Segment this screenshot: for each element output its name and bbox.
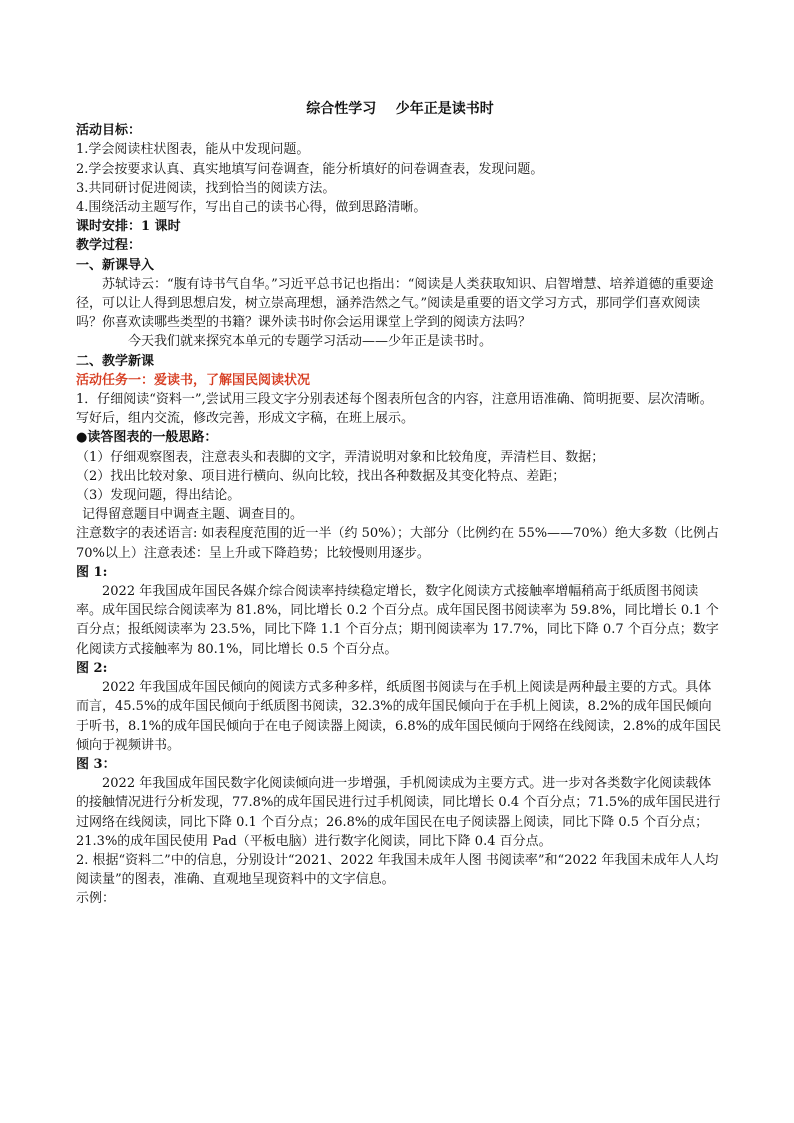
goal-item: 2.学会按要求认真、真实地填写问卷调查，能分析填好的问卷调查表，发现问题。 <box>76 161 544 177</box>
schedule-line <box>76 217 724 236</box>
title-main: 综合性学习 <box>306 101 377 117</box>
schedule-value: 1 课时 <box>141 219 181 235</box>
figure3-text: 2022 年我国成年国民数字化阅读倾向进一步增强，手机阅读成为主要方式。进一步对各类数字化阅读载体的接触情况进行分析发现，77.8%的成年国民进行过手机阅读，同比增长 0.4 个百分点；71.5%的成年国民进行过网络在线阅读，同比下降 0.1 个百分点；26.8%的成年国民在电子阅读器上阅读，同比下降 0.5 个百分点；21.3%的成年国民使用 Pad（平板电脑）进行数字化阅读，同比下降 0.4 百分点。 <box>76 776 721 849</box>
task-item-2: 2. 根据“资料二”中的信息，分别设计“2021、2022 年我国未成年人图 书阅读率”和“2022 年我国未成年人人均阅读量”的图表，准确、直观地呈现资料中的文字信息。 <box>76 852 719 888</box>
method-item: （2）找出比较对象、项目进行横向、纵向比较，找出各种数据及其变化特点、差距； <box>76 468 566 484</box>
section1-heading: 一、新课导入 <box>76 257 155 273</box>
method-item: （3）发现问题，得出结论。 <box>76 488 241 504</box>
figure2-label: 图 2: <box>76 660 108 676</box>
goal-item: 3.共同研讨促进阅读，找到恰当的阅读方法。 <box>76 180 336 196</box>
task-item-1: 1．仔细阅读“资料一”,尝试用三段文字分别表述每个图表所包含的内容，注意用语准确、简明扼要、层次清晰。写好后，组内交流，修改完善，形成文字稿，在班上展示。 <box>76 392 713 427</box>
intro-paragraph-2: 今天我们就来探究本单元的专题学习活动——少年正是读书时。 <box>128 334 493 350</box>
document-page <box>76 100 724 909</box>
schedule-label: 课时安排： <box>76 219 142 235</box>
goal-item: 4.围绕活动主题写作，写出自己的读书心得，做到思路清晰。 <box>76 200 427 216</box>
reminder-line: 记得留意题目中调查主题、调查目的。 <box>82 507 304 523</box>
number-expression-note: 注意数字的表述语言: 如表程度范围的近一半（约 50%）；大部分（比例约在 55%——70%）绝大多数（比例占 70%以上）注意表述：呈上升或下降趋势；比较慢则用逐步。 <box>76 526 719 561</box>
figure3-label: 图 3： <box>76 756 116 772</box>
goal-item: 1.学会阅读柱状图表，能从中发现问题。 <box>76 142 310 158</box>
example-label: 示例： <box>76 891 116 907</box>
figure1-label: 图 1: <box>76 564 108 580</box>
intro-paragraph: 苏轼诗云：“腹有诗书气自华。”习近平总书记也指出：“阅读是人类获取知识、启智增慧、培养道德的重要途径，可以让人得到思想启发，树立崇高理想，涵养浩然之气。”阅读是重要的语文学习方式，那同学们喜欢阅读吗？你喜欢读哪些类型的书籍？课外读书时你会运用课堂上学到的阅读方法吗？ <box>76 276 714 331</box>
page-title <box>76 100 724 119</box>
goals-heading: 活动目标： <box>76 123 142 139</box>
section2-heading: 二、教学新课 <box>76 353 155 369</box>
method-item: （1）仔细观察图表，注意表头和表脚的文字，弄清说明对象和比较角度，弄清栏目、数据； <box>76 449 605 465</box>
process-heading: 教学过程： <box>76 238 142 254</box>
methods-heading: ●读答图表的一般思路： <box>76 430 218 446</box>
title-gap <box>376 101 396 117</box>
figure1-text: 2022 年我国成年国民各媒介综合阅读率持续稳定增长，数字化阅读方式接触率增幅稍高于纸质图书阅读率。成年国民综合阅读率为 81.8%，同比增长 0.2 个百分点。成年国民图书阅读率为 59.8%，同比增长 0.1 个百分点；报纸阅读率为 23.5%，同比下降 1.1 个百分点；期刊阅读率为 17.7%，同比下降 0.7 个百分点；数字化阅读方式接触率为 80.1%，同比增长 0.5 个百分点。 <box>76 584 719 657</box>
figure2-text: 2022 年我国成年国民倾向的阅读方式多种多样，纸质图书阅读与在手机上阅读是两种最主要的方式。具体而言，45.5%的成年国民倾向于纸质图书阅读，32.3%的成年国民倾向于在手机上阅读，8.2%的成年国民倾向于听书，8.1%的成年国民倾向于在电子阅读器上阅读，6.8%的成年国民倾向于网络在线阅读，2.8%的成年国民倾向于视频讲书。 <box>76 680 722 753</box>
task1-heading: 活动任务一：爱读书，了解国民阅读状况 <box>76 372 311 388</box>
title-sub: 少年正是读书时 <box>395 101 494 117</box>
